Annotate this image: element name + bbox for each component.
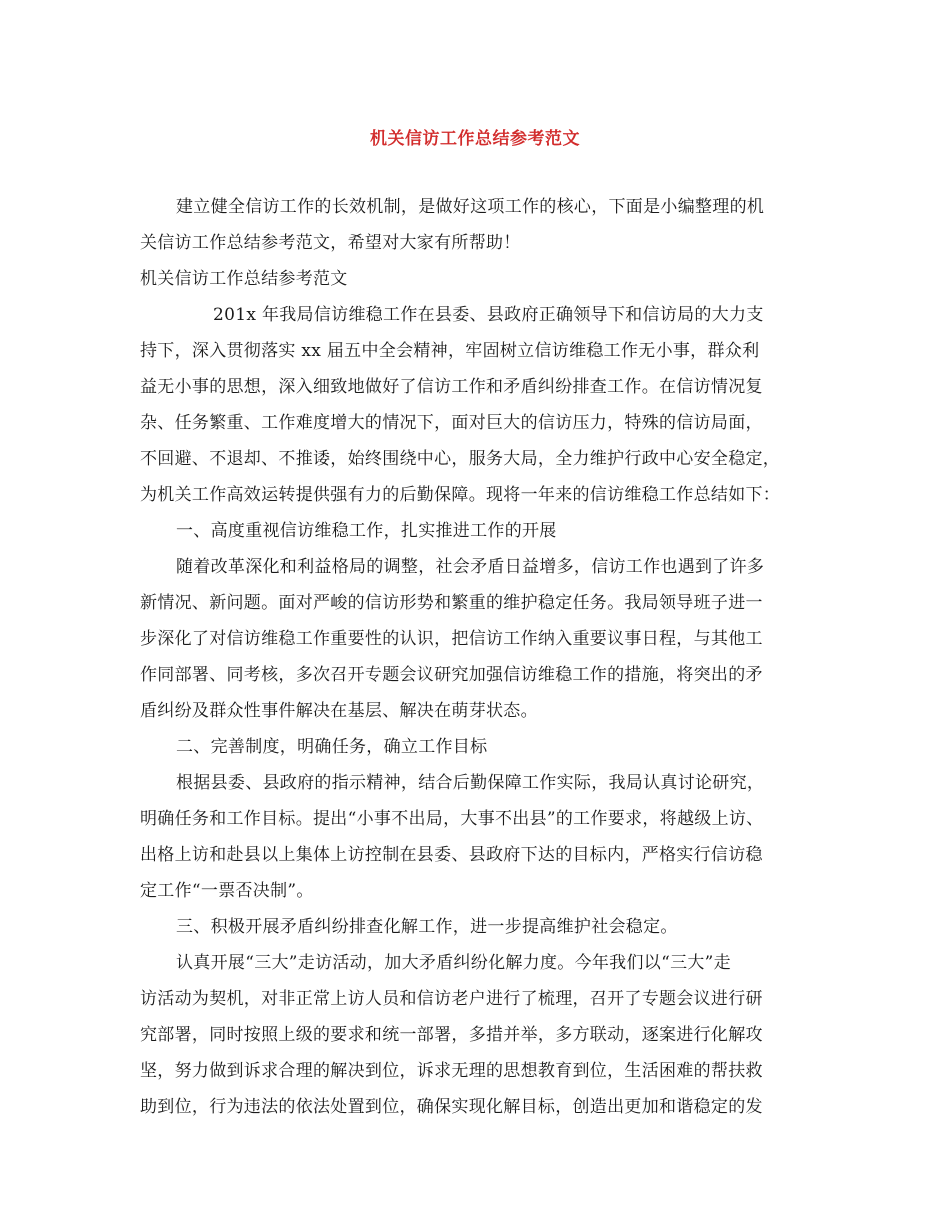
paragraph-line: 访活动为契机，对非正常上访人员和信访老户进行了梳理，召开了专题会议进行研	[140, 989, 763, 1009]
paragraph-line: 关信访工作总结参考范文，希望对大家有所帮助！	[140, 233, 521, 253]
paragraph-line: 究部署，同时按照上级的要求和统一部署，多措并举，多方联动，逐案进行化解攻	[140, 1025, 763, 1045]
section-heading: 一、高度重视信访维稳工作，扎实推进工作的开展	[176, 521, 557, 541]
paragraph-line: 随着改革深化和利益格局的调整，社会矛盾日益增多，信访工作也遇到了许多	[176, 557, 765, 577]
paragraph-line: 坚，努力做到诉求合理的解决到位，诉求无理的思想教育到位，生活困难的帮扶救	[140, 1061, 763, 1081]
paragraph-line: 出格上访和赴县以上集体上访控制在县委、县政府下达的目标内，严格实行信访稳	[140, 845, 763, 865]
paragraph-line: 杂、任务繁重、工作难度增大的情况下，面对巨大的信访压力，特殊的信访局面，	[140, 413, 763, 433]
paragraph-line: 新情况、新问题。面对严峻的信访形势和繁重的维护稳定任务。我局领导班子进一	[140, 593, 763, 613]
paragraph-line: 持下，深入贯彻落实 xx 届五中全会精神，牢固树立信访维稳工作无小事，群众利	[140, 341, 760, 361]
paragraph-line: 益无小事的思想，深入细致地做好了信访工作和矛盾纠纷排查工作。在信访情况复	[140, 377, 763, 397]
section-heading: 三、积极开展矛盾纠纷排查化解工作，进一步提高维护社会稳定。	[176, 917, 678, 937]
document-title: 机关信访工作总结参考范文	[370, 129, 580, 149]
paragraph-line: 建立健全信访工作的长效机制，是做好这项工作的核心，下面是小编整理的机	[176, 197, 765, 217]
paragraph-line: 明确任务和工作目标。提出“小事不出局，大事不出县”的工作要求，将越级上访、	[140, 809, 764, 829]
paragraph-line: 201x 年我局信访维稳工作在县委、县政府正确领导下和信访局的大力支	[213, 305, 764, 325]
paragraph-line: 不回避、不退却、不推诿，始终围绕中心，服务大局，全力维护行政中心安全稳定，	[140, 449, 781, 469]
section-heading: 二、完善制度，明确任务，确立工作目标	[176, 737, 488, 757]
section-heading: 机关信访工作总结参考范文	[140, 269, 348, 289]
paragraph-line: 定工作“一票否决制”。	[140, 881, 314, 901]
paragraph-line: 根据县委、县政府的指示精神，结合后勤保障工作实际，我局认真讨论研究，	[176, 773, 765, 793]
paragraph-line: 为机关工作高效运转提供强有力的后勤保障。现将一年来的信访维稳工作总结如下：	[140, 485, 781, 505]
paragraph-line: 步深化了对信访维稳工作重要性的认识，把信访工作纳入重要议事日程，与其他工	[140, 629, 763, 649]
paragraph-line: 作同部署、同考核，多次召开专题会议研究加强信访维稳工作的措施，将突出的矛	[140, 665, 763, 685]
paragraph-line: 盾纠纷及群众性事件解决在基层、解决在萌芽状态。	[140, 701, 538, 721]
paragraph-line: 认真开展“三大”走访活动，加大矛盾纠纷化解力度。今年我们以“三大”走	[176, 953, 731, 973]
paragraph-line: 助到位，行为违法的依法处置到位，确保实现化解目标，创造出更加和谐稳定的发	[140, 1097, 763, 1117]
